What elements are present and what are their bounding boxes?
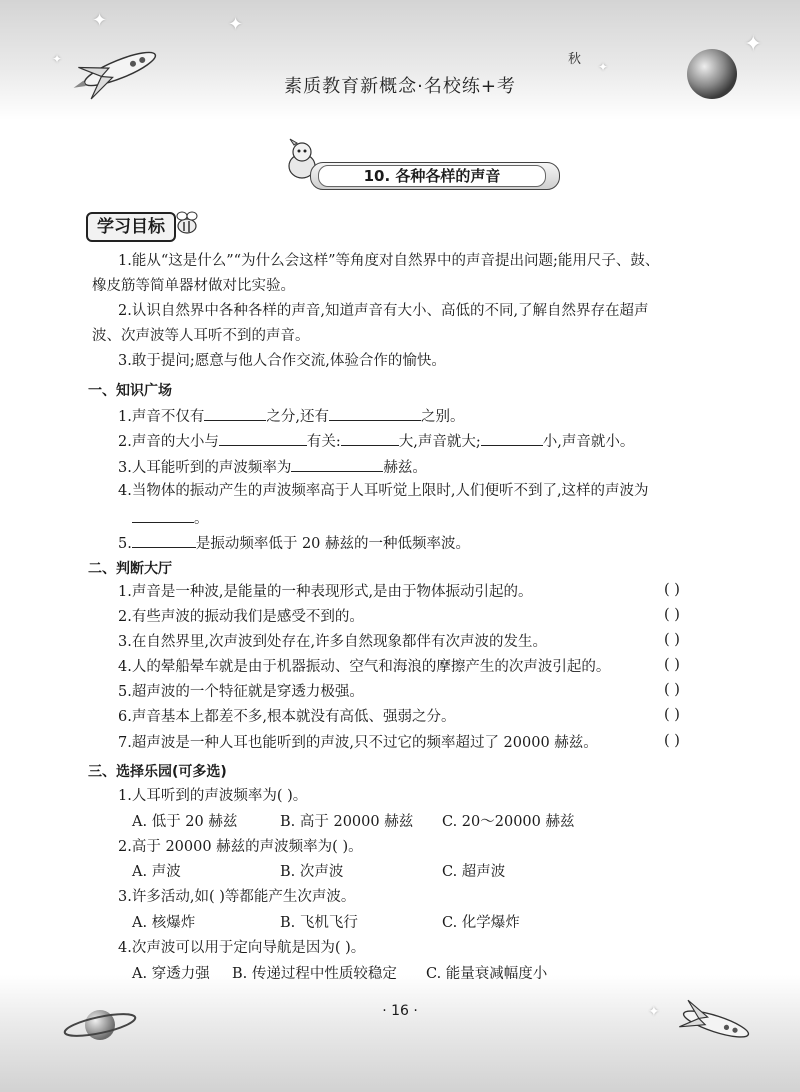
star-icon: ✦	[52, 52, 63, 66]
answer-blank[interactable]	[329, 404, 421, 421]
question-1-5: 5. 是振动频率低于 20 赫兹的一种低频率波。	[118, 531, 470, 554]
question-1-4: 4.当物体的振动产生的声波频率高于人耳听觉上限时,人们便听不到了,这样的声波为	[118, 483, 649, 499]
choice-question-3: 3.许多活动,如( )等都能产生次声波。	[118, 889, 356, 905]
option-b[interactable]: B. 飞机飞行	[280, 915, 358, 931]
section-2-title: 二、判断大厅	[88, 561, 172, 577]
goal-3: 3.敢于提问;愿意与他人合作交流,体验合作的愉快。	[118, 353, 446, 369]
option-c[interactable]: C. 20～20000 赫兹	[442, 814, 575, 830]
option-c[interactable]: C. 超声波	[442, 864, 506, 880]
answer-paren[interactable]: ( )	[664, 682, 680, 698]
option-c[interactable]: C. 能量衰减幅度小	[426, 966, 548, 982]
answer-blank[interactable]	[219, 429, 307, 446]
answer-paren[interactable]: ( )	[664, 607, 680, 623]
judge-item-1: 1.声音是一种波,是能量的一种表现形式,是由于物体振动引起的。	[118, 584, 533, 600]
judge-item-3: 3.在自然界里,次声波到处存在,许多自然现象都伴有次声波的发生。	[118, 634, 548, 650]
option-a[interactable]: A. 低于 20 赫兹	[132, 814, 238, 830]
choice-question-4: 4.次声波可以用于定向导航是因为( )。	[118, 940, 366, 956]
option-b[interactable]: B. 高于 20000 赫兹	[280, 814, 414, 830]
answer-blank[interactable]	[132, 506, 194, 523]
page-number: · 16 ·	[382, 1003, 418, 1019]
section-3-title: 三、选择乐园(可多选)	[88, 764, 227, 780]
choice-question-1: 1.人耳听到的声波频率为( )。	[118, 788, 308, 804]
judge-item-7: 7.超声波是一种人耳也能听到的声波,只不过它的频率超过了 20000 赫兹。	[118, 735, 598, 751]
star-icon: ✦	[92, 10, 108, 31]
answer-paren[interactable]: ( )	[664, 582, 680, 598]
answer-paren[interactable]: ( )	[664, 733, 680, 749]
judge-item-4: 4.人的晕船晕车就是由于机器振动、空气和海浪的摩擦产生的次声波引起的。	[118, 659, 611, 675]
answer-blank[interactable]	[204, 404, 266, 421]
star-icon: ✦	[228, 14, 244, 35]
goal-1-line-2: 橡皮筋等简单器材做对比实验。	[92, 278, 295, 294]
question-1-4-continued: 。	[132, 506, 209, 529]
answer-blank[interactable]	[481, 429, 543, 446]
space-shuttle-icon	[670, 996, 762, 1052]
judge-item-6: 6.声音基本上都差不多,根本就没有高低、强弱之分。	[118, 709, 456, 725]
answer-blank[interactable]	[341, 429, 399, 446]
answer-blank[interactable]	[291, 455, 383, 472]
option-b[interactable]: B. 次声波	[280, 864, 344, 880]
season-mark: 秋	[568, 52, 582, 67]
lesson-title: 10. 各种各样的声音	[318, 165, 546, 187]
question-1-2: 2.声音的大小与 有关: 大,声音就大; 小,声音就小。	[118, 429, 634, 452]
bee-icon	[172, 208, 202, 238]
question-1-1: 1.声音不仅有 之分,还有 之别。	[118, 404, 464, 427]
star-icon: ✦	[598, 60, 609, 74]
option-a[interactable]: A. 核爆炸	[132, 915, 196, 931]
header-title: 素质教育新概念·名校练+考	[284, 76, 516, 97]
goal-1-line-1: 1.能从“这是什么”“为什么会这样”等角度对自然界中的声音提出问题;能用尺子、鼓、	[118, 253, 660, 269]
section-1-title: 一、知识广场	[88, 383, 172, 399]
choice-question-2: 2.高于 20000 赫兹的声波频率为( )。	[118, 839, 363, 855]
option-b[interactable]: B. 传递过程中性质较稳定	[232, 966, 397, 982]
answer-paren[interactable]: ( )	[664, 707, 680, 723]
option-a[interactable]: A. 声波	[132, 864, 181, 880]
answer-paren[interactable]: ( )	[664, 632, 680, 648]
answer-blank[interactable]	[132, 531, 196, 548]
answer-paren[interactable]: ( )	[664, 657, 680, 673]
option-c[interactable]: C. 化学爆炸	[442, 915, 520, 931]
question-1-3: 3.人耳能听到的声波频率为 赫兹。	[118, 455, 427, 478]
star-icon: ✦	[744, 32, 763, 57]
judge-item-2: 2.有些声波的振动我们是感受不到的。	[118, 609, 364, 625]
option-a[interactable]: A. 穿透力强	[132, 966, 210, 982]
saturn-icon	[60, 1000, 140, 1050]
goals-heading: 学习目标	[86, 212, 176, 242]
judge-item-5: 5.超声波的一个特征就是穿透力极强。	[118, 684, 364, 700]
goal-2-line-2: 波、次声波等人耳听不到的声音。	[92, 328, 310, 344]
goal-2-line-1: 2.认识自然界中各种各样的声音,知道声音有大小、高低的不同,了解自然界存在超声	[118, 303, 649, 319]
star-icon: ✦	[648, 1004, 660, 1020]
